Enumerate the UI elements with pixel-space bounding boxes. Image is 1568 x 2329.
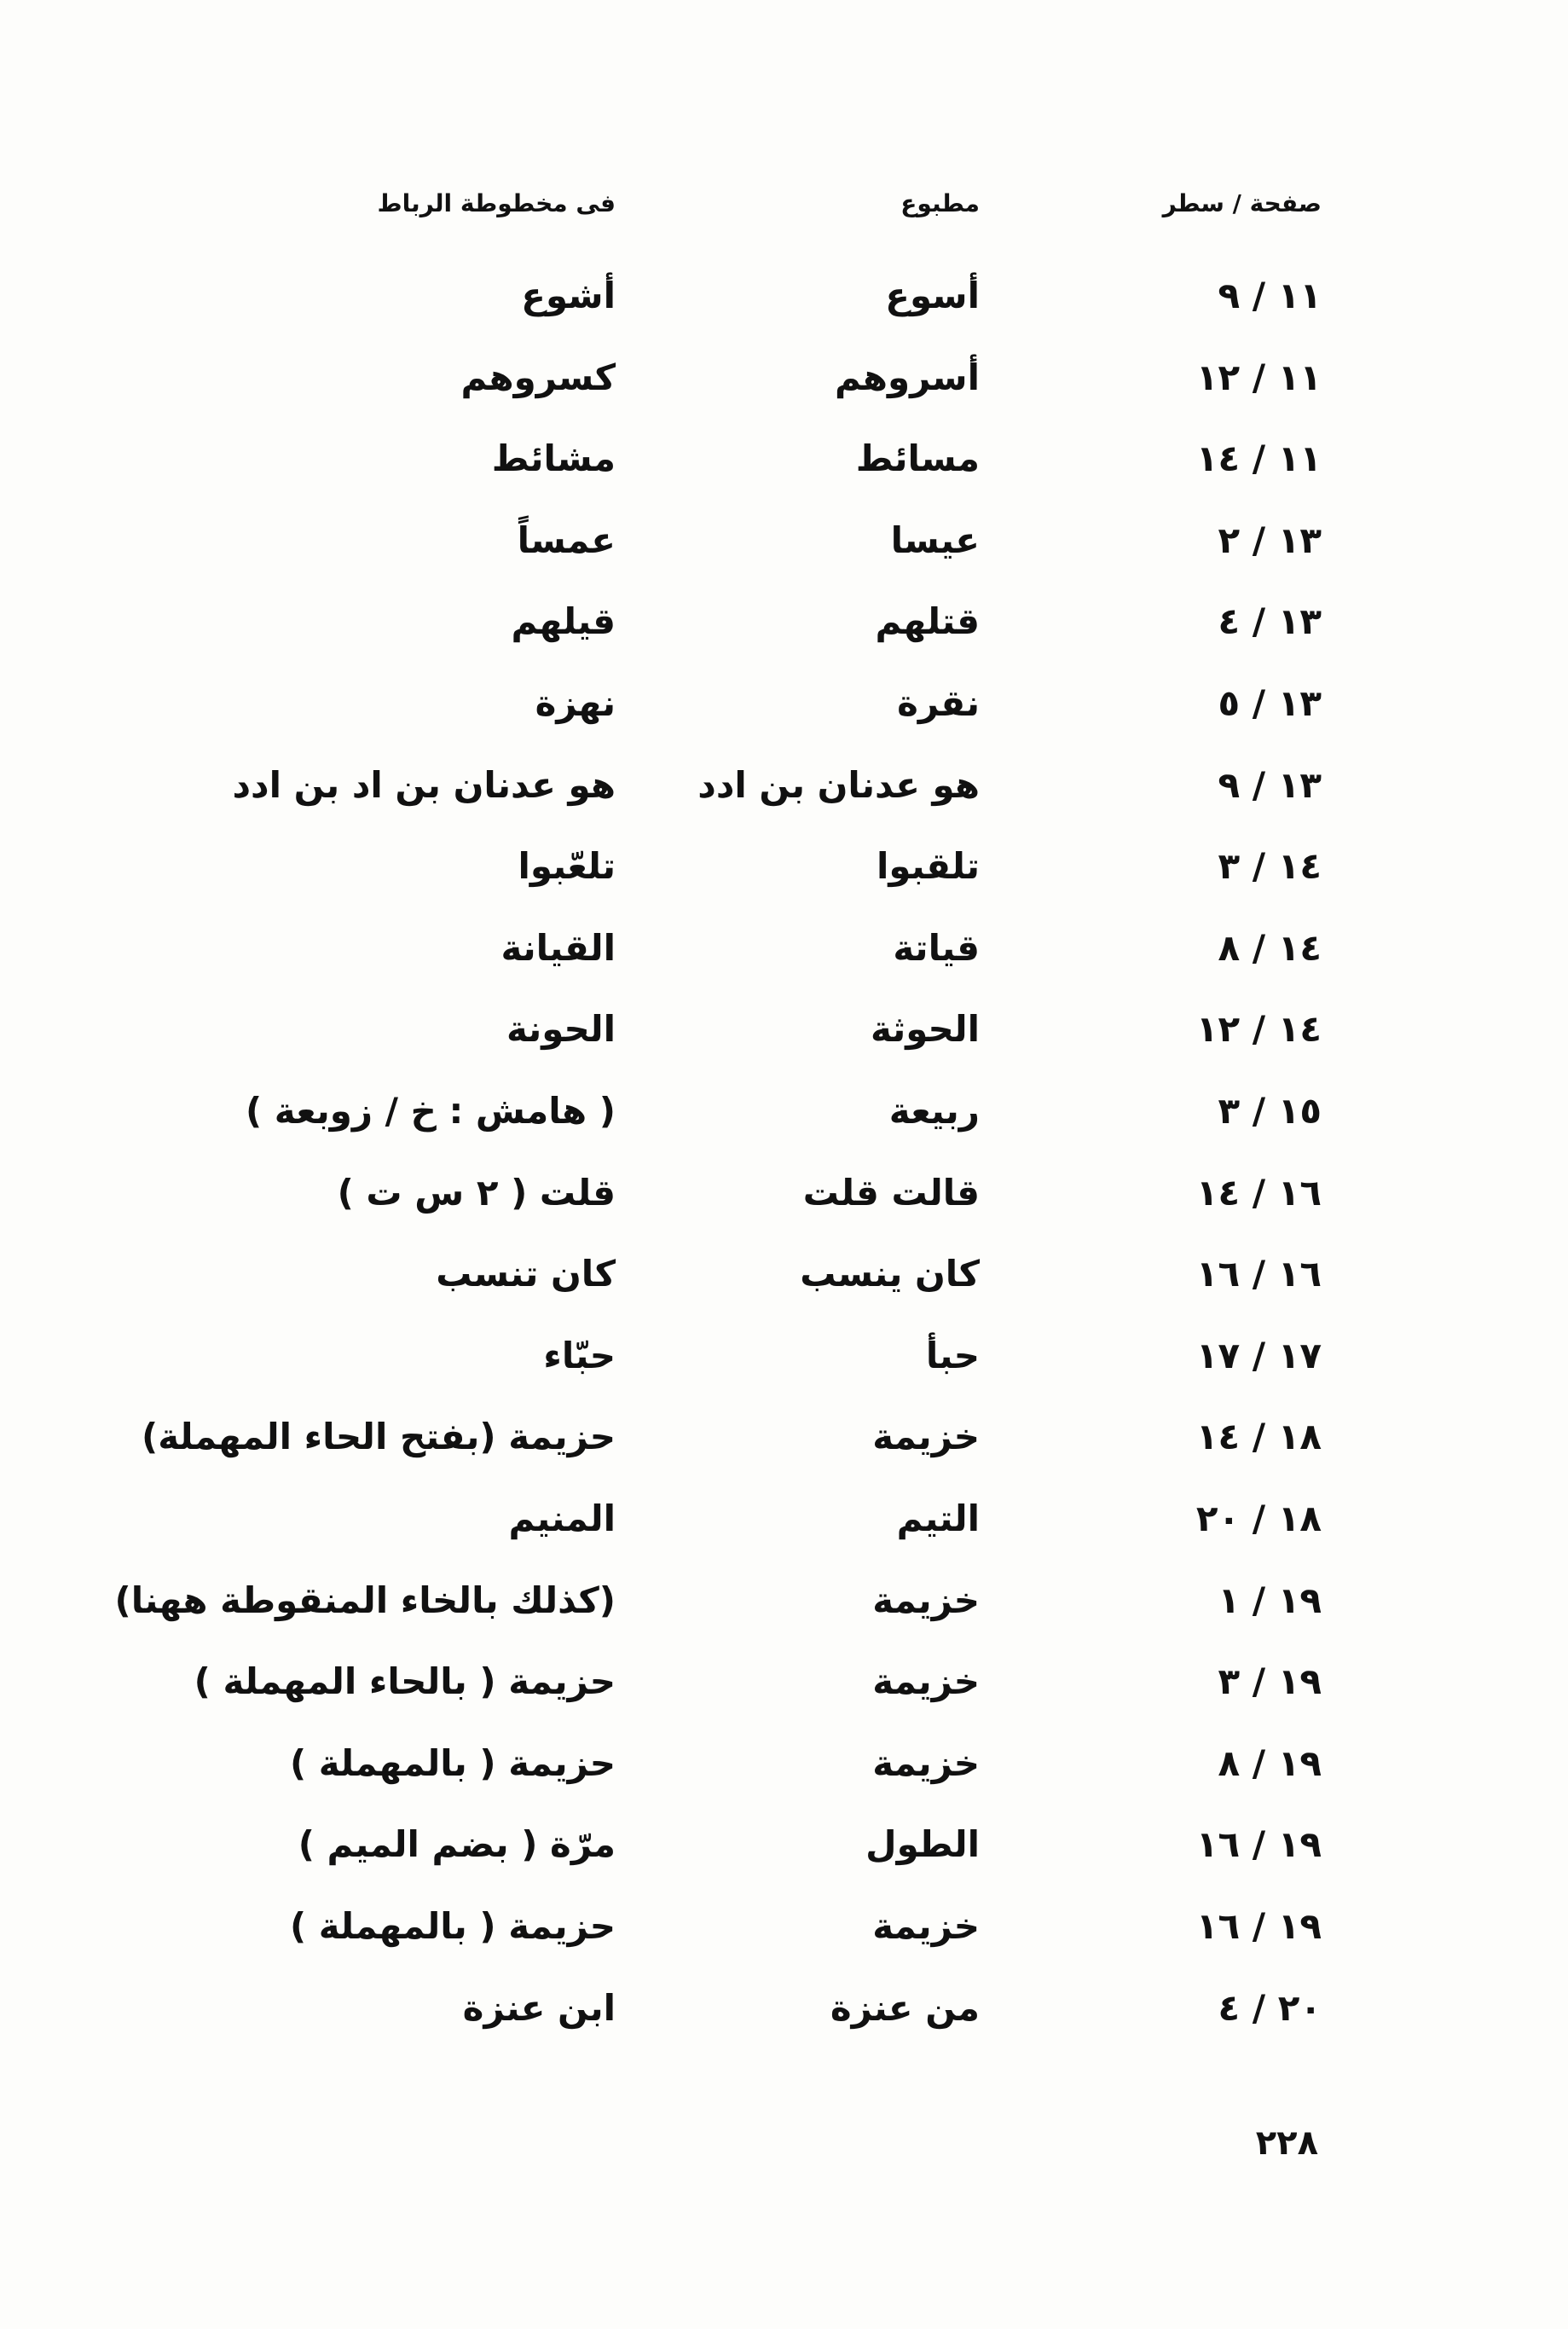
row-ref: ١٧ / ١٧: [1195, 1334, 1322, 1376]
page-number: ٢٢٨: [1255, 2123, 1318, 2163]
row-printed: أسروهم: [835, 356, 980, 398]
row-manuscript: حزيمة ( بالمهملة ): [289, 1905, 616, 1947]
row-printed: خزيمة: [872, 1741, 980, 1784]
row-manuscript: ابن عنزة: [462, 1986, 616, 2029]
row-ref: ١٣ / ٤: [1218, 600, 1322, 643]
row-ref: ١٩ / ١: [1218, 1579, 1322, 1621]
row-ref: ١٣ / ٢: [1218, 519, 1322, 561]
row-ref: ١٩ / ١٦: [1195, 1905, 1322, 1947]
row-printed: من عنزة: [830, 1986, 980, 2029]
row-ref: ١٨ / ١٤: [1195, 1416, 1322, 1458]
row-manuscript: ( هامش : خ / زوبعة ): [245, 1090, 616, 1132]
row-printed: هو عدنان بن ادد: [697, 763, 980, 806]
row-ref: ١٣ / ٥: [1218, 682, 1322, 724]
row-printed: حبأ: [925, 1334, 980, 1376]
row-printed: خزيمة: [872, 1579, 980, 1621]
row-ref: ١١ / ٩: [1218, 275, 1322, 316]
row-printed: مسائط: [855, 437, 980, 480]
row-ref: ١١ / ١٢: [1195, 356, 1322, 398]
row-manuscript: الحونة: [506, 1008, 616, 1051]
column-header-manuscript: فى مخطوطة الرباط: [377, 189, 616, 217]
row-manuscript: تلعّبوا: [518, 845, 616, 888]
row-ref: ١٩ / ٣: [1218, 1660, 1322, 1703]
row-printed: قالت قلت: [802, 1171, 980, 1214]
row-ref: ١٤ / ١٢: [1195, 1008, 1322, 1051]
row-manuscript: المنيم: [508, 1498, 616, 1539]
row-manuscript: نهزة: [535, 682, 616, 724]
row-printed: قتلهم: [875, 600, 980, 643]
row-manuscript: عمساً: [517, 519, 616, 561]
row-printed: تلقبوا: [876, 845, 980, 888]
row-printed: خزيمة: [872, 1905, 980, 1947]
row-manuscript: (كذلك بالخاء المنقوطة ههنا): [114, 1579, 616, 1621]
row-ref: ١٩ / ١٦: [1195, 1823, 1322, 1866]
row-manuscript: مرّة ( بضم الميم ): [298, 1823, 616, 1866]
row-ref: ١٤ / ٨: [1218, 926, 1322, 969]
row-ref: ١٨ / ٢٠: [1195, 1498, 1322, 1539]
row-manuscript: القيانة: [500, 926, 616, 969]
row-printed: الطول: [865, 1823, 980, 1866]
row-printed: خزيمة: [872, 1660, 980, 1703]
row-manuscript: مشائط: [491, 437, 616, 480]
row-ref: ١٥ / ٣: [1218, 1090, 1322, 1132]
row-manuscript: حبّاء: [543, 1334, 616, 1376]
row-manuscript: حزيمة ( بالحاء المهملة ): [194, 1660, 616, 1703]
row-manuscript: كان تنسب: [436, 1253, 616, 1295]
row-manuscript: أشوع: [521, 275, 616, 316]
row-manuscript: قيلهم: [511, 600, 616, 643]
row-manuscript: حزيمة ( بالمهملة ): [289, 1741, 616, 1784]
row-ref: ١٦ / ١٦: [1195, 1253, 1322, 1295]
row-manuscript: حزيمة (بفتح الحاء المهملة): [142, 1416, 616, 1458]
row-manuscript: كسروهم: [460, 356, 616, 398]
column-header-printed: مطبوع: [900, 189, 980, 217]
row-printed: التيم: [896, 1498, 980, 1539]
row-manuscript: هو عدنان بن اد بن ادد: [232, 763, 616, 806]
row-printed: الحوثة: [870, 1008, 980, 1051]
row-ref: ١٤ / ٣: [1218, 845, 1322, 888]
row-printed: كان ينسب: [800, 1253, 980, 1295]
row-manuscript: قلت ( ٢ س ت ): [337, 1171, 616, 1214]
column-header-page-line: صفحة / سطر: [1162, 189, 1322, 217]
row-ref: ٢٠ / ٤: [1218, 1986, 1322, 2029]
row-printed: قياتة: [893, 926, 980, 969]
row-printed: نقرة: [897, 682, 980, 724]
row-ref: ١١ / ١٤: [1195, 437, 1322, 480]
row-ref: ١٦ / ١٤: [1195, 1171, 1322, 1214]
row-ref: ١٣ / ٩: [1218, 763, 1322, 806]
row-ref: ١٩ / ٨: [1218, 1741, 1322, 1784]
row-printed: عيسا: [890, 519, 980, 561]
row-printed: أسوع: [885, 275, 980, 316]
row-printed: ربيعة: [888, 1090, 980, 1132]
row-printed: خزيمة: [872, 1416, 980, 1458]
